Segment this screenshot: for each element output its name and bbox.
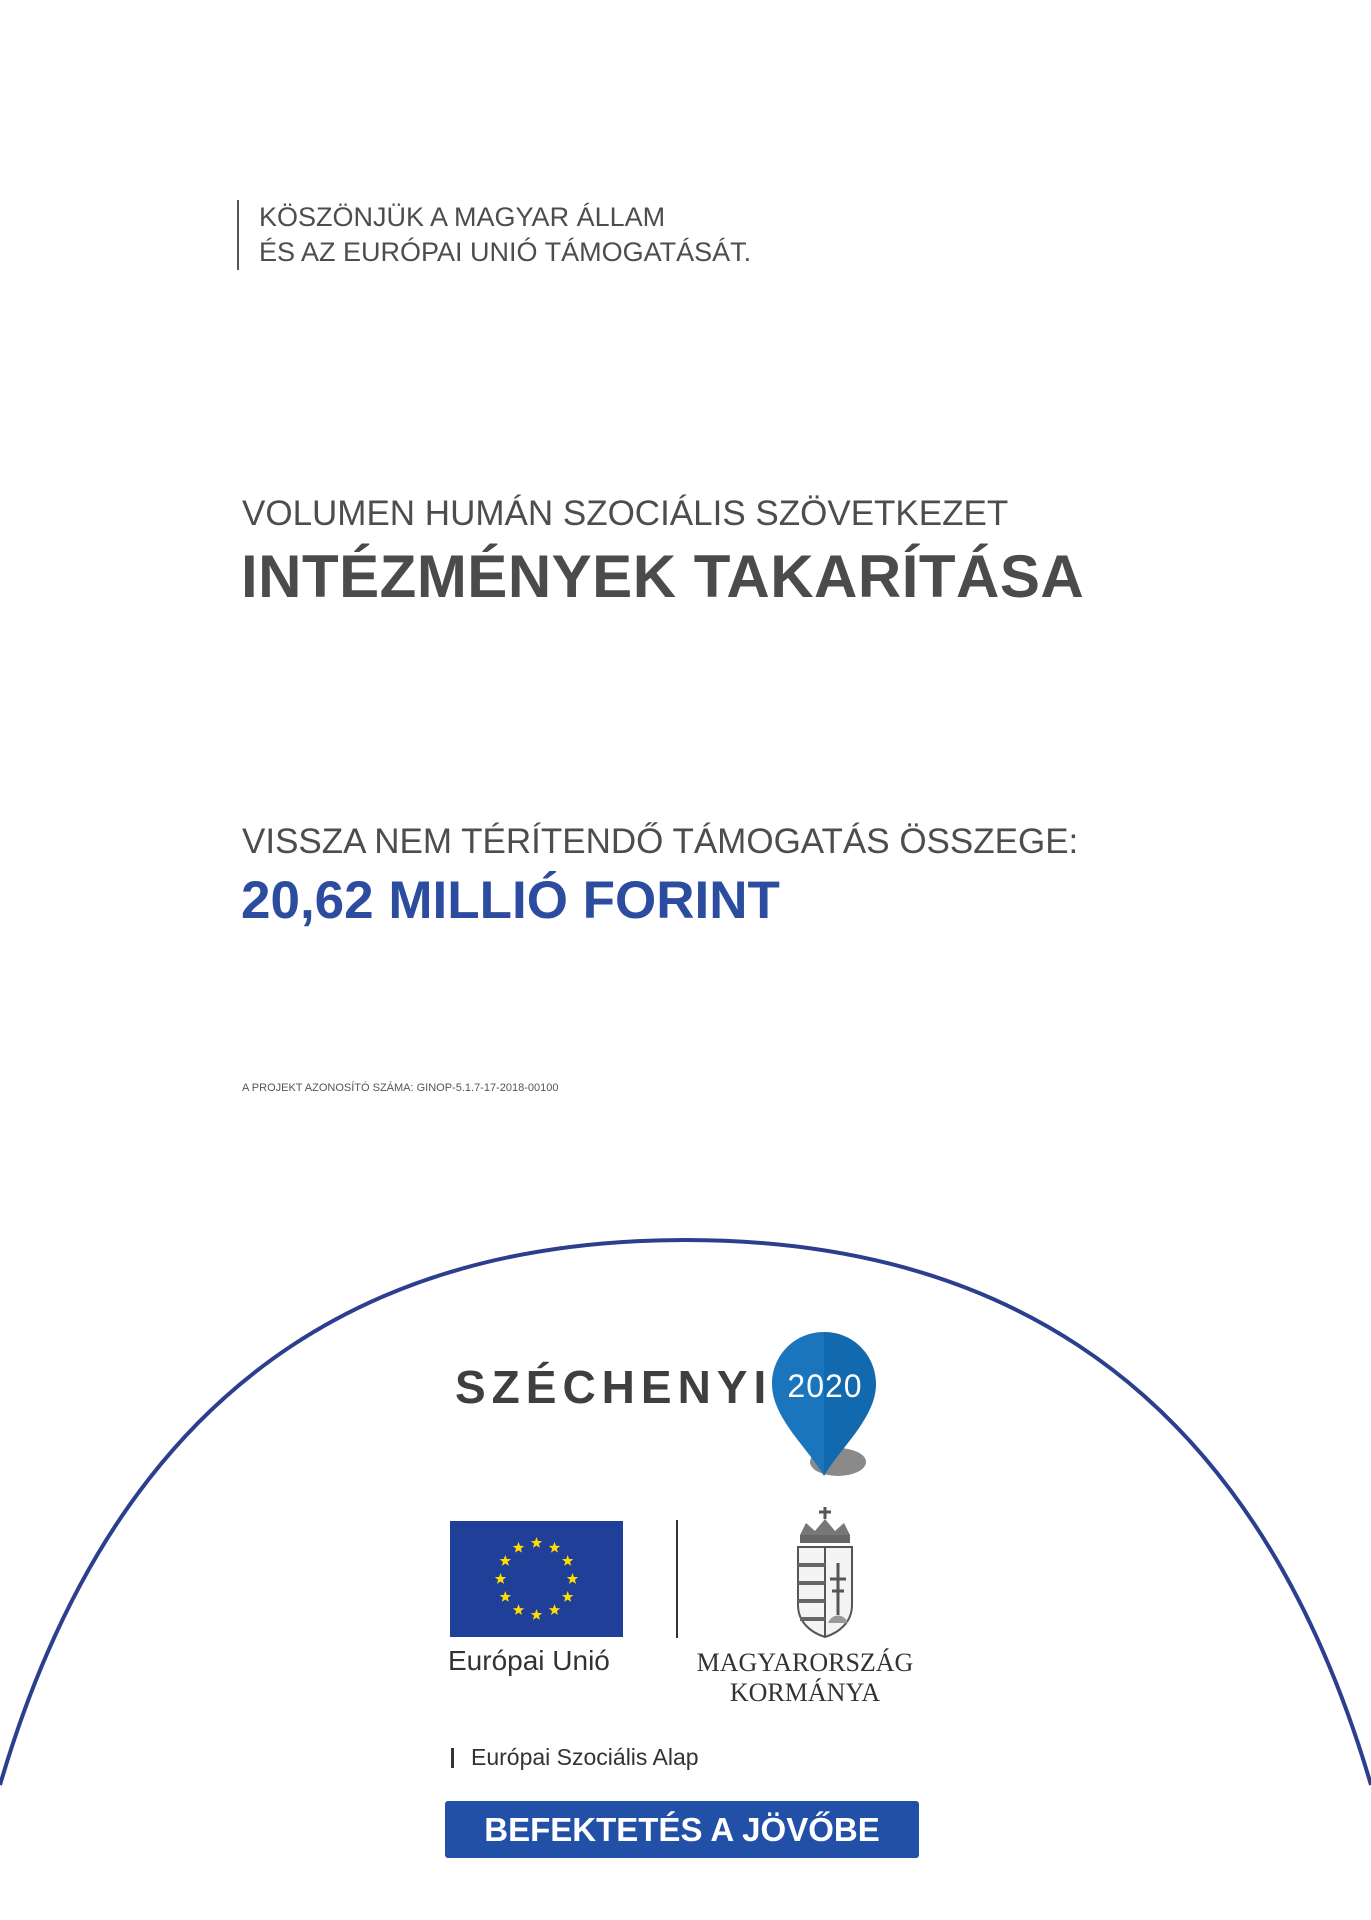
slogan-banner: BEFEKTETÉS A JÖVŐBE	[445, 1801, 919, 1858]
project-title: INTÉZMÉNYEK TAKARÍTÁSA	[241, 543, 1085, 610]
szechenyi-year: 2020	[787, 1368, 863, 1404]
gov-line-2: KORMÁNYA	[729, 1678, 881, 1707]
grant-label: VISSZA NEM TÉRÍTENDŐ TÁMOGATÁS ÖSSZEGE:	[242, 822, 1079, 861]
gov-line-1: MAGYARORSZÁG	[696, 1648, 914, 1677]
szechenyi-logo-text: SZÉCHENYI	[455, 1361, 773, 1413]
eu-flag-icon	[450, 1521, 623, 1637]
project-id: A PROJEKT AZONOSÍTÓ SZÁMA: GINOP-5.1.7-17-2018-00100	[242, 1082, 559, 1094]
fund-label: Európai Szociális Alap	[471, 1744, 699, 1770]
hungary-coat-of-arms-icon	[790, 1505, 860, 1640]
fund-marker	[451, 1748, 454, 1768]
eu-label: Európai Unió	[448, 1645, 610, 1676]
thanks-line-1: KÖSZÖNJÜK A MAGYAR ÁLLAM	[259, 202, 666, 232]
grant-amount: 20,62 MILLIÓ FORINT	[241, 871, 780, 930]
organization-name: VOLUMEN HUMÁN SZOCIÁLIS SZÖVETKEZET	[242, 494, 1009, 533]
thanks-line-2: ÉS AZ EURÓPAI UNIÓ TÁMOGATÁSÁT.	[259, 237, 752, 267]
logo-divider	[676, 1520, 678, 1638]
